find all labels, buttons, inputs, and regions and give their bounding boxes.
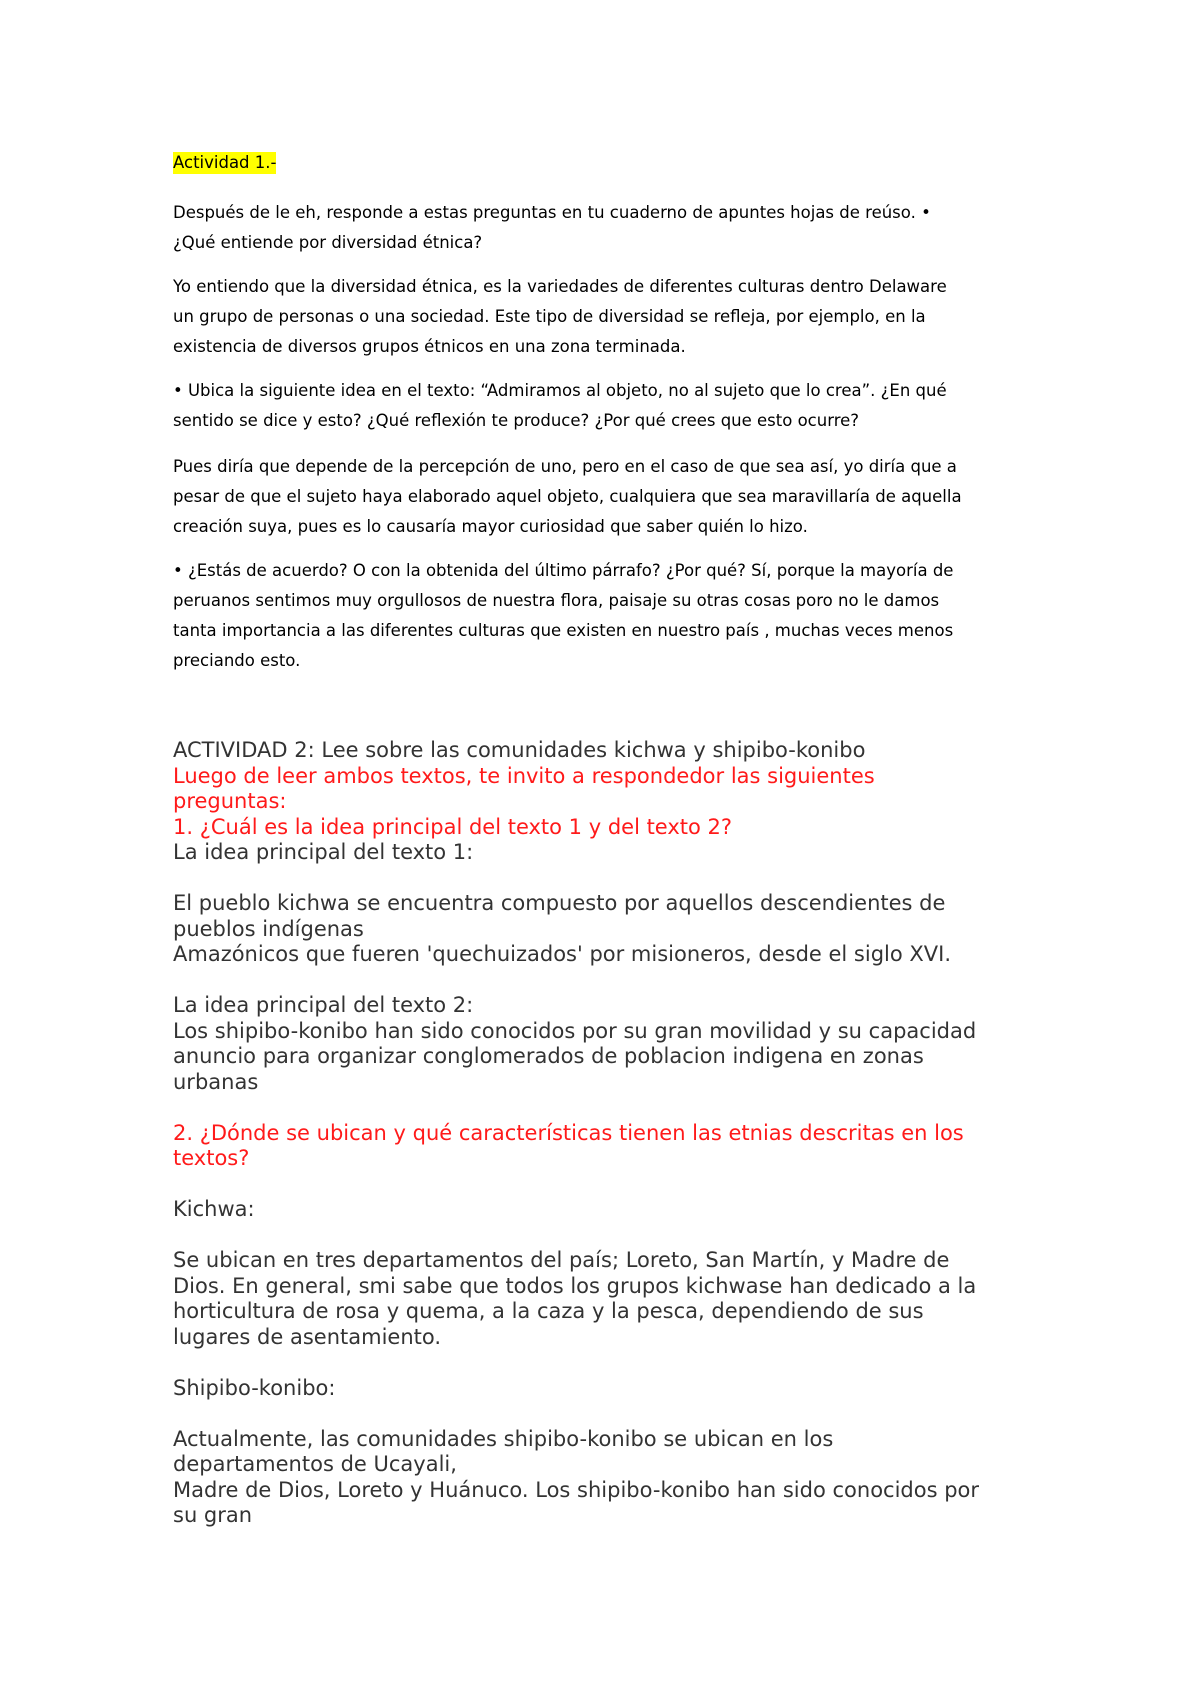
paragraph-line: • Ubica la siguiente idea en el texto: “Admiramos al objeto, no al sujeto que lo crea”. ¿En qué <box>173 381 947 400</box>
paragraph-line: • ¿Estás de acuerdo? O con la obtenida del último párrafo? ¿Por qué? Sí, porque la mayoría de <box>173 561 954 580</box>
text-1-label: La idea principal del texto 1: <box>173 840 474 864</box>
kichwa-label: Kichwa: <box>173 1197 255 1221</box>
text-1-answer-line: El pueblo kichwa se encuentra compuesto por aquellos descendientes de <box>173 891 946 915</box>
paragraph-line: preciando esto. <box>173 651 301 670</box>
actividad-2-section <box>173 738 1053 1529</box>
actividad-2-question-2: textos? <box>173 1146 250 1170</box>
paragraph-line: creación suya, pues es lo causaría mayor curiosidad que saber quién lo hizo. <box>173 517 808 536</box>
actividad-1-question-1: ¿Qué entiende por diversidad étnica? <box>173 233 483 252</box>
spacer <box>173 1350 1053 1376</box>
paragraph-line: Yo entiendo que la diversidad étnica, es la variedades de diferentes culturas dentro Delaware <box>173 277 947 296</box>
text-2-answer-line: urbanas <box>173 1069 259 1094</box>
actividad-1-heading: Actividad 1.- <box>173 153 277 172</box>
spacer <box>173 1095 1053 1121</box>
shipibo-answer-line: departamentos de Ucayali, <box>173 1452 457 1476</box>
actividad-1-section <box>173 148 1053 676</box>
actividad-2-heading: ACTIVIDAD 2: Lee sobre las comunidades kichwa y shipibo-konibo <box>173 738 866 762</box>
kichwa-answer-line: Se ubican en tres departamentos del país; Loreto, San Martín, y Madre de <box>173 1248 950 1272</box>
actividad-2-instruction: preguntas: <box>173 789 287 813</box>
actividad-1-question-2 <box>173 376 1053 436</box>
actividad-1-question-3 <box>173 556 1053 676</box>
text-2-answer-line: anuncio para organizar conglomerados de poblacion indigena en zonas <box>173 1044 924 1068</box>
paragraph-line: sentido se dice y esto? ¿Qué reflexión te produce? ¿Por qué crees que esto ocurre? <box>173 411 860 430</box>
text-1-answer-line: pueblos indígenas <box>173 916 364 941</box>
actividad-1-intro: Después de le eh, responde a estas preguntas en tu cuaderno de apuntes hojas de reúso. • <box>173 203 931 222</box>
spacer <box>173 968 1053 994</box>
shipibo-answer-line: Actualmente, las comunidades shipibo-konibo se ubican en los <box>173 1426 834 1451</box>
paragraph-line: tanta importancia a las diferentes culturas que existen en nuestro país , muchas veces menos <box>173 621 954 640</box>
shipibo-label: Shipibo-konibo: <box>173 1375 336 1400</box>
document-body <box>173 148 1053 1527</box>
text-2-label: La idea principal del texto 2: <box>173 993 474 1017</box>
kichwa-answer-line: horticultura de rosa y quema, a la caza y la pesca, dependiendo de sus <box>173 1299 924 1323</box>
text-1-answer-line: Amazónicos que fueren 'quechuizados' por misioneros, desde el siglo XVI. <box>173 942 952 966</box>
text-2-answer-line: Los shipibo-konibo han sido conocidos por su gran movilidad y su capacidad <box>173 1018 977 1043</box>
shipibo-answer-line: su gran <box>173 1503 253 1527</box>
kichwa-answer-line: Dios. En general, smi sabe que todos los grupos kichwase han dedicado a la <box>173 1273 977 1298</box>
paragraph-line: existencia de diversos grupos étnicos en una zona terminada. <box>173 337 686 356</box>
spacer <box>173 1223 1053 1249</box>
actividad-2-instruction: Luego de leer ambos textos, te invito a respondedor las siguientes <box>173 763 875 788</box>
shipibo-answer-line: Madre de Dios, Loreto y Huánuco. Los shipibo-konibo han sido conocidos por <box>173 1477 980 1502</box>
paragraph-line: peruanos sentimos muy orgullosos de nuestra flora, paisaje su otras cosas poro no le damos <box>173 591 940 610</box>
actividad-2-question-2: 2. ¿Dónde se ubican y qué características tienen las etnias descritas en los <box>173 1120 964 1145</box>
paragraph-line: pesar de que el sujeto haya elaborado aquel objeto, cualquiera que sea maravillaría de aquella <box>173 487 962 506</box>
paragraph-line: Pues diría que depende de la percepción de uno, pero en el caso de que sea así, yo diría que a <box>173 457 957 476</box>
spacer <box>173 1401 1053 1427</box>
actividad-1-answer-2 <box>173 452 1053 542</box>
paragraph-line: un grupo de personas o una sociedad. Este tipo de diversidad se refleja, por ejemplo, en la <box>173 307 926 326</box>
kichwa-answer-line: lugares de asentamiento. <box>173 1324 442 1349</box>
actividad-1-answer-1 <box>173 272 1053 362</box>
actividad-2-question-1: 1. ¿Cuál es la idea principal del texto 1 y del texto 2? <box>173 814 733 839</box>
spacer <box>173 866 1053 892</box>
spacer <box>173 1172 1053 1198</box>
